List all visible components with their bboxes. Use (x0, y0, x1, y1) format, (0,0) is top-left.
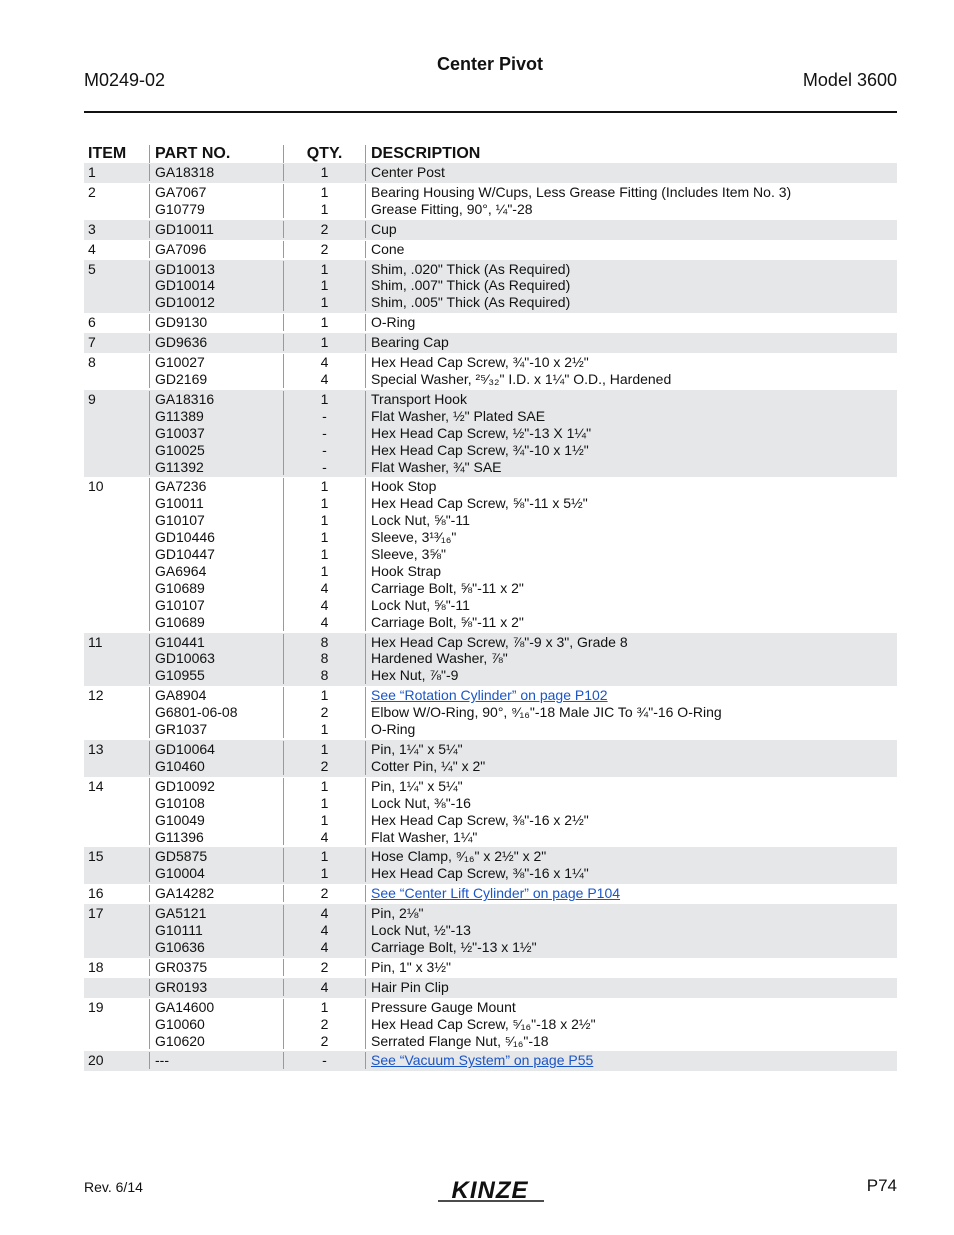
part-number: G10027 (155, 354, 205, 371)
description: Center Post (371, 164, 445, 180)
item-cell: 9 (88, 390, 96, 407)
quantity: 8 (320, 667, 329, 684)
item-cell: 16 (88, 885, 104, 902)
quantity: 1 (320, 390, 329, 407)
item-cell (84, 979, 149, 996)
description: Hair Pin Clip (371, 978, 449, 995)
column-header-part-no: PART NO. (149, 145, 283, 163)
description: Lock Nut, ⅝"-11 (371, 596, 470, 613)
description-cell (365, 979, 897, 996)
quantity: 4 (320, 905, 329, 922)
table-row (84, 686, 897, 740)
description: Pin, 2⅛" (371, 905, 424, 922)
description: Elbow W/O-Ring, 90°, ⁹⁄₁₆"-18 Male JIC To ¾"-16 O-Ring (371, 704, 722, 721)
part-number: G10636 (155, 938, 205, 955)
quantity-cell (283, 999, 365, 1050)
description-cell (365, 164, 897, 181)
table-header (84, 141, 897, 163)
part-number: G10689 (155, 579, 205, 596)
description: Shim, .007" Thick (As Required) (371, 277, 571, 294)
item-cell: 17 (88, 905, 104, 922)
part-number-cell (149, 314, 283, 331)
table-row (84, 740, 897, 777)
part-number: G10441 (155, 633, 205, 650)
description-cell (365, 221, 897, 238)
table-row (84, 313, 897, 333)
part-number-cell (149, 905, 283, 956)
part-number-cell (149, 164, 283, 181)
part-number: G10460 (155, 757, 205, 774)
description: Carriage Bolt, ⅝"-11 x 2" (371, 613, 524, 630)
quantity: 2 (320, 958, 329, 975)
item-cell: 13 (88, 741, 104, 757)
quantity-cell (283, 334, 365, 351)
description: Serrated Flange Nut, ⁵⁄₁₆"-18 (371, 1032, 549, 1049)
part-number: GA7236 (155, 478, 207, 495)
quantity: 2 (320, 1015, 329, 1032)
quantity: 1 (320, 721, 329, 738)
item-cell: 12 (88, 687, 104, 704)
description: Hex Head Cap Screw, ½"-13 X 1¼" (371, 424, 592, 441)
item-cell: 4 (88, 240, 96, 257)
part-number: G10620 (155, 1032, 205, 1049)
part-number: GR1037 (155, 721, 208, 738)
table-row (84, 998, 897, 1052)
table-row (84, 633, 897, 687)
quantity-cell (283, 778, 365, 846)
part-number: GD10014 (155, 277, 215, 294)
description: Hex Nut, ⅞"-9 (371, 667, 459, 684)
quantity: 4 (320, 354, 329, 371)
part-number: GA6964 (155, 562, 207, 579)
quantity: 1 (320, 529, 329, 546)
description: Lock Nut, ⅜"-16 (371, 794, 471, 811)
quantity-cell (283, 634, 365, 685)
table-row (84, 904, 897, 958)
description-cell (365, 778, 897, 846)
quantity-cell (283, 184, 365, 218)
description (371, 1052, 897, 1069)
parts-table (84, 141, 897, 1071)
quantity: - (322, 458, 327, 475)
part-number: G10049 (155, 811, 205, 828)
description-cell (365, 391, 897, 476)
quantity: 4 (320, 596, 329, 613)
quantity: 4 (320, 978, 329, 995)
part-number: G10955 (155, 667, 205, 684)
quantity-cell (283, 885, 365, 902)
part-number-cell (149, 979, 283, 996)
quantity-cell (283, 478, 365, 630)
quantity: 2 (320, 1032, 329, 1049)
description-cell (365, 334, 897, 351)
description: Hook Strap (371, 562, 442, 579)
quantity: 1 (320, 334, 329, 351)
quantity: 1 (320, 865, 329, 882)
part-number: G10060 (155, 1015, 205, 1032)
table-row (84, 240, 897, 260)
part-number: G10111 (155, 922, 203, 939)
quantity: 1 (320, 314, 329, 331)
description: Pressure Gauge Mount (371, 998, 516, 1015)
part-number: G10025 (155, 441, 205, 458)
part-number: GA7067 (155, 183, 207, 200)
part-number: GD2169 (155, 370, 208, 387)
part-number: G10004 (155, 865, 205, 882)
description: Shim, .005" Thick (As Required) (371, 294, 571, 311)
table-row (84, 220, 897, 240)
quantity: 8 (320, 633, 329, 650)
quantity: - (322, 407, 327, 424)
quantity-cell (283, 848, 365, 882)
quantity: 1 (320, 811, 329, 828)
description-cell (365, 741, 897, 775)
part-number: G10107 (155, 596, 205, 613)
part-number: GA14282 (155, 885, 215, 902)
quantity: 1 (320, 164, 329, 180)
item-cell: 18 (88, 958, 104, 975)
quantity-cell (283, 741, 365, 775)
table-body (84, 163, 897, 1071)
item-cell: 6 (88, 314, 96, 331)
quantity: 8 (320, 650, 329, 667)
description: Hook Stop (371, 478, 437, 495)
description: Transport Hook (371, 390, 467, 407)
description: Cup (371, 220, 397, 237)
description: Flat Washer, 1¼" (371, 828, 478, 845)
item-cell: 2 (88, 183, 96, 200)
part-number: G11389 (155, 407, 204, 424)
description: Carriage Bolt, ⅝"-11 x 2" (371, 579, 524, 596)
quantity-cell (283, 314, 365, 331)
part-number: G11392 (155, 458, 204, 475)
description: Hex Head Cap Screw, ¾"-10 x 2½" (371, 354, 589, 371)
description: Grease Fitting, 90°, ¼"-28 (371, 200, 533, 217)
part-number-cell (149, 741, 283, 775)
part-number: GA18318 (155, 164, 215, 180)
part-number-cell (149, 778, 283, 846)
quantity: 1 (320, 200, 329, 217)
item-cell: 11 (88, 633, 103, 650)
description: O-Ring (371, 314, 416, 331)
quantity: 1 (320, 512, 329, 529)
table-row (84, 958, 897, 978)
item-cell: 10 (88, 478, 104, 495)
description: Hex Head Cap Screw, ⅞"-9 x 3", Grade 8 (371, 633, 628, 650)
table-row (84, 847, 897, 884)
column-header-description: DESCRIPTION (365, 145, 897, 163)
description: Shim, .020" Thick (As Required) (371, 260, 571, 277)
page-reference-link[interactable]: See “Vacuum System” on page P55 (371, 1052, 594, 1069)
part-number: G10037 (155, 424, 205, 441)
part-number: G10779 (155, 200, 205, 217)
quantity: 2 (320, 240, 329, 257)
quantity: - (322, 441, 327, 458)
part-number: G10689 (155, 613, 205, 630)
quantity: 1 (320, 562, 329, 579)
quantity: 4 (320, 922, 329, 939)
item-cell: 14 (88, 777, 104, 794)
part-number-cell (149, 241, 283, 258)
part-number-cell (149, 221, 283, 238)
description: Special Washer, ²⁵⁄₃₂" I.D. x 1¼" O.D., Hardened (371, 370, 672, 387)
part-number: GD10012 (155, 294, 215, 311)
description: Hex Head Cap Screw, ⁵⁄₁₆"-18 x 2½" (371, 1015, 596, 1032)
item-cell: 19 (88, 998, 104, 1015)
description-cell (365, 241, 897, 258)
description: Carriage Bolt, ½"-13 x 1½" (371, 938, 537, 955)
description-cell (365, 478, 897, 630)
description-cell (365, 634, 897, 685)
description: Hose Clamp, ⁹⁄₁₆" x 2½" x 2" (371, 848, 547, 865)
part-number-cell (149, 634, 283, 685)
table-row (84, 777, 897, 848)
description: Flat Washer, ¾" SAE (371, 458, 502, 475)
description-cell (365, 999, 897, 1050)
description (371, 885, 897, 902)
item-cell: 8 (88, 354, 96, 371)
description-cell (365, 184, 897, 218)
description: Pin, 1¼" x 5¼" (371, 777, 463, 794)
quantity: 1 (320, 546, 329, 563)
quantity: 1 (320, 777, 329, 794)
part-number-cell (149, 478, 283, 630)
description-cell (365, 1052, 897, 1069)
description: Hex Head Cap Screw, ⅝"-11 x 5½" (371, 495, 588, 512)
quantity-cell (283, 391, 365, 476)
description-cell (365, 261, 897, 312)
part-number-cell (149, 334, 283, 351)
part-number: GD10063 (155, 650, 215, 667)
description: Cone (371, 240, 405, 257)
table-row (84, 163, 897, 183)
kinze-logo (432, 1176, 550, 1204)
table-row (84, 333, 897, 353)
description: O-Ring (371, 721, 416, 738)
part-number: G10107 (155, 512, 205, 529)
part-number: GD10446 (155, 529, 215, 546)
part-number: GA7096 (155, 240, 207, 257)
part-number: GD5875 (155, 848, 208, 865)
column-header-item: ITEM (88, 145, 127, 162)
quantity: 4 (320, 579, 329, 596)
part-number-cell (149, 885, 283, 902)
quantity-cell (283, 1052, 365, 1069)
part-number: GA18316 (155, 390, 215, 407)
item-cell: 20 (88, 1052, 104, 1069)
description-cell (365, 905, 897, 956)
part-number: G10011 (155, 495, 204, 512)
table-row (84, 390, 897, 478)
item-cell: 3 (88, 220, 96, 237)
description: Hex Head Cap Screw, ⅜"-16 x 1¼" (371, 865, 589, 882)
quantity-cell (283, 354, 365, 388)
description-cell (365, 885, 897, 902)
table-row (84, 884, 897, 904)
quantity: - (322, 424, 327, 441)
description: Hex Head Cap Screw, ⅜"-16 x 2½" (371, 811, 589, 828)
model-label: Model 3600 (802, 70, 897, 90)
quantity: 4 (320, 938, 329, 955)
quantity: 1 (320, 848, 329, 865)
part-number-cell (149, 354, 283, 388)
description: Flat Washer, ½" Plated SAE (371, 407, 546, 424)
table-row (84, 978, 897, 998)
page-title: Center Pivot (436, 54, 544, 74)
quantity-cell (283, 164, 365, 181)
quantity: 2 (320, 757, 329, 774)
quantity: 1 (320, 495, 329, 512)
quantity: 4 (320, 828, 329, 845)
quantity: 1 (320, 478, 329, 495)
quantity: 1 (320, 741, 329, 757)
description: Bearing Cap (371, 334, 449, 351)
logo-wordmark: KINZE (451, 1177, 529, 1204)
part-number: GD10447 (155, 546, 215, 563)
part-number: GD10092 (155, 777, 215, 794)
table-row (84, 353, 897, 390)
part-number: GR0375 (155, 958, 208, 975)
description-cell (365, 959, 897, 976)
description: Hardened Washer, ⅞" (371, 650, 508, 667)
description-cell (365, 314, 897, 331)
item-cell: 15 (88, 848, 104, 865)
part-number: GA14600 (155, 998, 215, 1015)
item-cell: 7 (88, 334, 96, 351)
quantity-cell (283, 959, 365, 976)
part-number: GD10011 (155, 220, 214, 237)
page-reference-link[interactable]: See “Rotation Cylinder” on page P102 (371, 687, 608, 704)
quantity-cell (283, 905, 365, 956)
quantity: 1 (320, 277, 329, 294)
description: Sleeve, 3¹³⁄₁₆" (371, 529, 457, 546)
quantity: 2 (320, 220, 329, 237)
part-number-cell (149, 391, 283, 476)
part-number: --- (155, 1052, 169, 1069)
revision-label: Rev. 6/14 (84, 1179, 143, 1195)
part-number: GD10013 (155, 260, 215, 277)
page-reference-link[interactable]: See “Center Lift Cylinder” on page P104 (371, 885, 621, 902)
quantity-cell (283, 221, 365, 238)
kinze-logo-mark (432, 1176, 550, 1204)
description-cell (365, 354, 897, 388)
page-number: P74 (866, 1176, 897, 1195)
part-number: G11396 (155, 828, 204, 845)
quantity-cell (283, 241, 365, 258)
part-number: GD9130 (155, 314, 208, 331)
part-number-cell (149, 687, 283, 738)
part-number: GD9636 (155, 334, 208, 351)
description-cell (365, 848, 897, 882)
quantity-cell (283, 261, 365, 312)
quantity: 1 (320, 794, 329, 811)
part-number: G10108 (155, 794, 205, 811)
part-number: GA8904 (155, 687, 207, 704)
description: Bearing Housing W/Cups, Less Grease Fitting (Includes Item No. 3) (371, 183, 792, 200)
quantity-cell (283, 979, 365, 996)
part-number: GD10064 (155, 741, 215, 757)
description: Pin, 1" x 3½" (371, 958, 451, 975)
quantity: 4 (320, 613, 329, 630)
quantity: 4 (320, 370, 329, 387)
table-row (84, 477, 897, 632)
part-number: GA5121 (155, 905, 207, 922)
quantity: 2 (320, 704, 329, 721)
column-header-qty: QTY. (283, 145, 365, 163)
table-row (84, 260, 897, 314)
quantity-cell (283, 687, 365, 738)
header-divider (84, 111, 897, 113)
description: Hex Head Cap Screw, ¾"-10 x 1½" (371, 441, 589, 458)
description: Lock Nut, ½"-13 (371, 922, 471, 939)
item-cell: 5 (88, 260, 96, 277)
quantity: - (322, 1052, 327, 1069)
quantity: 1 (320, 183, 329, 200)
description: Pin, 1¼" x 5¼" (371, 741, 463, 757)
description: Lock Nut, ⅝"-11 (371, 512, 470, 529)
document-number: M0249-02 (84, 70, 166, 90)
description-cell (365, 687, 897, 738)
part-number-cell (149, 999, 283, 1050)
table-row (84, 183, 897, 220)
quantity: 1 (320, 260, 329, 277)
quantity: 1 (320, 998, 329, 1015)
part-number: G6801-06-08 (155, 704, 238, 721)
part-number-cell (149, 261, 283, 312)
part-number-cell (149, 1052, 283, 1069)
description: Sleeve, 3⅝" (371, 546, 447, 563)
part-number-cell (149, 848, 283, 882)
table-row (84, 1051, 897, 1071)
description (371, 687, 897, 704)
quantity: 2 (320, 885, 329, 902)
part-number-cell (149, 184, 283, 218)
part-number-cell (149, 959, 283, 976)
item-cell: 1 (88, 164, 96, 180)
quantity: 1 (320, 687, 329, 704)
part-number: GR0193 (155, 978, 208, 995)
description: Cotter Pin, ¼" x 2" (371, 757, 486, 774)
quantity: 1 (320, 294, 329, 311)
